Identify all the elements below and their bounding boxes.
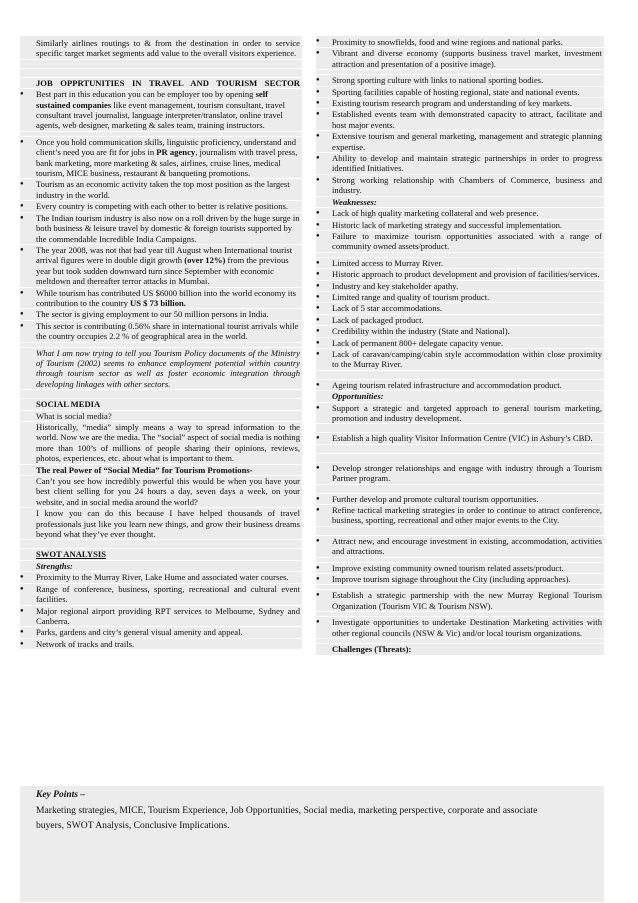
- opportunity-item: ● Further develop and promote cultural tourism opportunities.: [316, 494, 604, 505]
- strength-item: ● Extensive tourism and general marketing, management and strategic planning expertise.: [316, 131, 604, 153]
- strength-item: ● Established events team with demonstrated capacity to attract, facilitate and host major events.: [316, 109, 604, 131]
- job-bullet-6: ● The year 2008, was not that bad year till August when International tourist arrival figures were in double digit growth (over 12%) from the previous year but took sudden downward turn since September with economic meltdown and thereafter terror attacks in Mumbai.: [20, 245, 302, 288]
- strength-item: ● Network of tracks and trails.: [20, 639, 302, 650]
- weakness-item: ● Credibility within the industry (State and National).: [316, 326, 604, 337]
- strength-item: ● Major regional airport providing RPT services to Melbourne, Sydney and Canberra.: [20, 606, 302, 628]
- strength-item: ● Range of conference, business, sporting, recreational and cultural event facilities.: [20, 584, 302, 606]
- power-text: Can’t you see how incredibly powerful this would be when you have your best client selling for you 24 hours a day, seven days a week, on your website, and in social media around the world?: [20, 476, 302, 508]
- social-media-heading: SOCIAL MEDIA: [20, 399, 302, 410]
- power-text-2: I know you can do this because I have helped thousands of travel professionals just like you learn new things, and grow their business dreams beyond what they’ve ever thought.: [20, 508, 302, 540]
- spacer: [20, 60, 302, 69]
- right-column: [316, 36, 604, 656]
- strength-item: ● Ability to develop and maintain strategic partnerships in order to progress identified Initiatives.: [316, 153, 604, 175]
- social-media-question: What is social media?: [20, 411, 302, 422]
- swot-heading: SWOT ANALYSIS: [20, 549, 302, 560]
- spacer: [20, 390, 302, 399]
- spacer: [316, 424, 604, 433]
- weaknesses-heading: Weaknesses:: [316, 197, 604, 208]
- intro-paragraph: Similarly airlines routings to & from the destination in order to service specific target market segments add value to the overall visitors experience.: [20, 36, 302, 60]
- weakness-item: ● Lack of permanent 800+ delegate capacity venue.: [316, 338, 604, 349]
- weakness-item: ● Lack of caravan/camping/cabin style accommodation within close proximity to the Murray River.: [316, 349, 604, 371]
- key-points-box: [20, 786, 604, 902]
- opportunity-item: ● Support a strategic and targeted approach to general tourism marketing, promotion and industry development.: [316, 403, 604, 425]
- opportunities-heading: Opportunities:: [316, 391, 604, 402]
- challenges-heading: Challenges (Threats):: [316, 644, 604, 655]
- strength-item: ● Vibrant and diverse economy (supports business travel market, investment attraction and presentation of a positive image).: [316, 48, 604, 70]
- policy-note: What I am now trying to tell you Tourism Policy documents of the Ministry of Tourism (2002) seems to enhance employment potential within country through tourism sector as well as foster economic integration through developing linkages with other sectors.: [20, 348, 302, 391]
- job-bullet-4: ● Every country is competing with each other to better is relative positions.: [20, 201, 302, 212]
- left-column: [20, 36, 302, 650]
- job-bullet-7: ● While tourism has contributed US $6000 billion into the world economy its contribution to the country US $ 73 billion.: [20, 288, 302, 310]
- job-bullet-5: ● The Indian tourism industry is also now on a roll driven by the huge surge in both business & leisure travel by domestic & foreign tourists supported by the commendable Incredible India Campaigns.: [20, 213, 302, 245]
- opportunity-item: ● Attract new, and encourage investment in existing, accommodation, activities and attractions.: [316, 536, 604, 558]
- job-bullet-3: ● Tourism as an economic activity taken the top most position as the largest industry in the world.: [20, 179, 302, 201]
- spacer: [20, 540, 302, 549]
- strength-item: ● Strong working relationship with Chambers of Commerce, business and industry.: [316, 175, 604, 197]
- job-bullet-8: ● The sector is giving employment to our 50 million persons in India.: [20, 309, 302, 320]
- strength-item: ● Strong sporting culture with links to national sporting bodies.: [316, 75, 604, 86]
- spacer: [316, 527, 604, 536]
- spacer: [316, 485, 604, 494]
- opportunity-item: ● Improve tourism signage throughout the City (including approaches).: [316, 574, 604, 585]
- power-heading: The real Power of “Social Media” for Tourism Promotions-: [20, 465, 302, 476]
- strength-item: ● Existing tourism research program and understanding of key markets.: [316, 98, 604, 109]
- spacer: [316, 454, 604, 463]
- weakness-item: ● Historic approach to product development and provision of facilities/services.: [316, 269, 604, 280]
- weakness-item: ● Ageing tourism related infrastructure and accommodation product.: [316, 380, 604, 391]
- job-bullet-2: ● Once you hold communication skills, linguistic proficiency, understand and client’s need you are fit for jobs in PR agency, journalism with travel press, bank marketing, more marketing & sales, airlines, cruise lines, medical tourism, MICE business, restaurant & banqueting promotions.: [20, 137, 302, 180]
- spacer: [316, 371, 604, 380]
- strength-item: ● Proximity to snowfields, food and wine regions and national parks.: [316, 36, 604, 48]
- weakness-item: ● Lack of 5 star accommodations.: [316, 303, 604, 314]
- weakness-item: ● Failure to maximize tourism opportunities associated with a range of community owned assets/product.: [316, 231, 604, 253]
- opportunity-item: ● Establish a high quality Visitor Information Centre (VIC) in Asbury’s CBD.: [316, 433, 604, 444]
- opportunity-item: ● Establish a strategic partnership with the new Murray Regional Tourism Organization (Tourism VIC & Tourism NSW).: [316, 590, 604, 612]
- weakness-item: ● Historic lack of marketing strategy and successful implementation.: [316, 220, 604, 231]
- weakness-item: ● Limited access to Murray River.: [316, 258, 604, 269]
- opportunity-item: ● Improve existing community owned tourism related assets/product.: [316, 563, 604, 574]
- strengths-heading: Strengths:: [20, 561, 302, 572]
- job-bullet-1: ● Best part in this education you can be employer too by opening self sustained companies like event management, tourism consultant, travel consultant travel journalist, language interpreter/translator, online travel agents, web designer, marketing & sales team, training instructors.: [20, 89, 302, 132]
- opportunity-item: ● Refine tactical marketing strategies in order to continue to attract conference, business, sporting, recreational and other major events to the City.: [316, 505, 604, 527]
- job-heading: JOB OPPRTUNITIES IN TRAVEL AND TOURISM SECTOR: [20, 78, 302, 89]
- spacer: [20, 69, 302, 78]
- weakness-item: ● Lack of high quality marketing collateral and web presence.: [316, 208, 604, 219]
- key-points-text: Marketing strategies, MICE, Tourism Experience, Job Opportunities, Social media, marketing perspective, corporate and associate buyers, SWOT Analysis, Conclusive Implications.: [36, 805, 538, 831]
- key-points-title: Key Points –: [36, 790, 86, 800]
- strength-item: ● Proximity to the Murray River, Lake Hume and associated water courses.: [20, 572, 302, 583]
- opportunity-item: ● Develop stronger relationships and engage with industry through a Tourism Partner program.: [316, 463, 604, 485]
- opportunity-item: ● Investigate opportunities to undertake Destination Marketing activities with other regional councils (NSW & Vic) and/or local tourism organizations.: [316, 617, 604, 639]
- strength-item: ● Sporting facilities capable of hosting regional, state and national events.: [316, 87, 604, 98]
- weakness-item: ● Limited range and quality of tourism product.: [316, 292, 604, 303]
- social-media-text: Historically, “media” simply means a way to spread information to the world. Now we are the media. The “social” aspect of social media is nothing more than 100’s of millions of people sharing their opinions, reviews, photos, experiences, etc. about what is important to them.: [20, 422, 302, 465]
- spacer: [316, 445, 604, 454]
- strength-item: ● Parks, gardens and city’s general visual amenity and appeal.: [20, 627, 302, 638]
- weakness-item: ● Lack of packaged product.: [316, 315, 604, 326]
- weakness-item: ● Industry and key stakeholder apathy.: [316, 281, 604, 292]
- job-bullet-9: ● This sector is contributing 0.56% share in international tourist arrivals while the country occupies 2.2 % of geographical area in the world.: [20, 321, 302, 343]
